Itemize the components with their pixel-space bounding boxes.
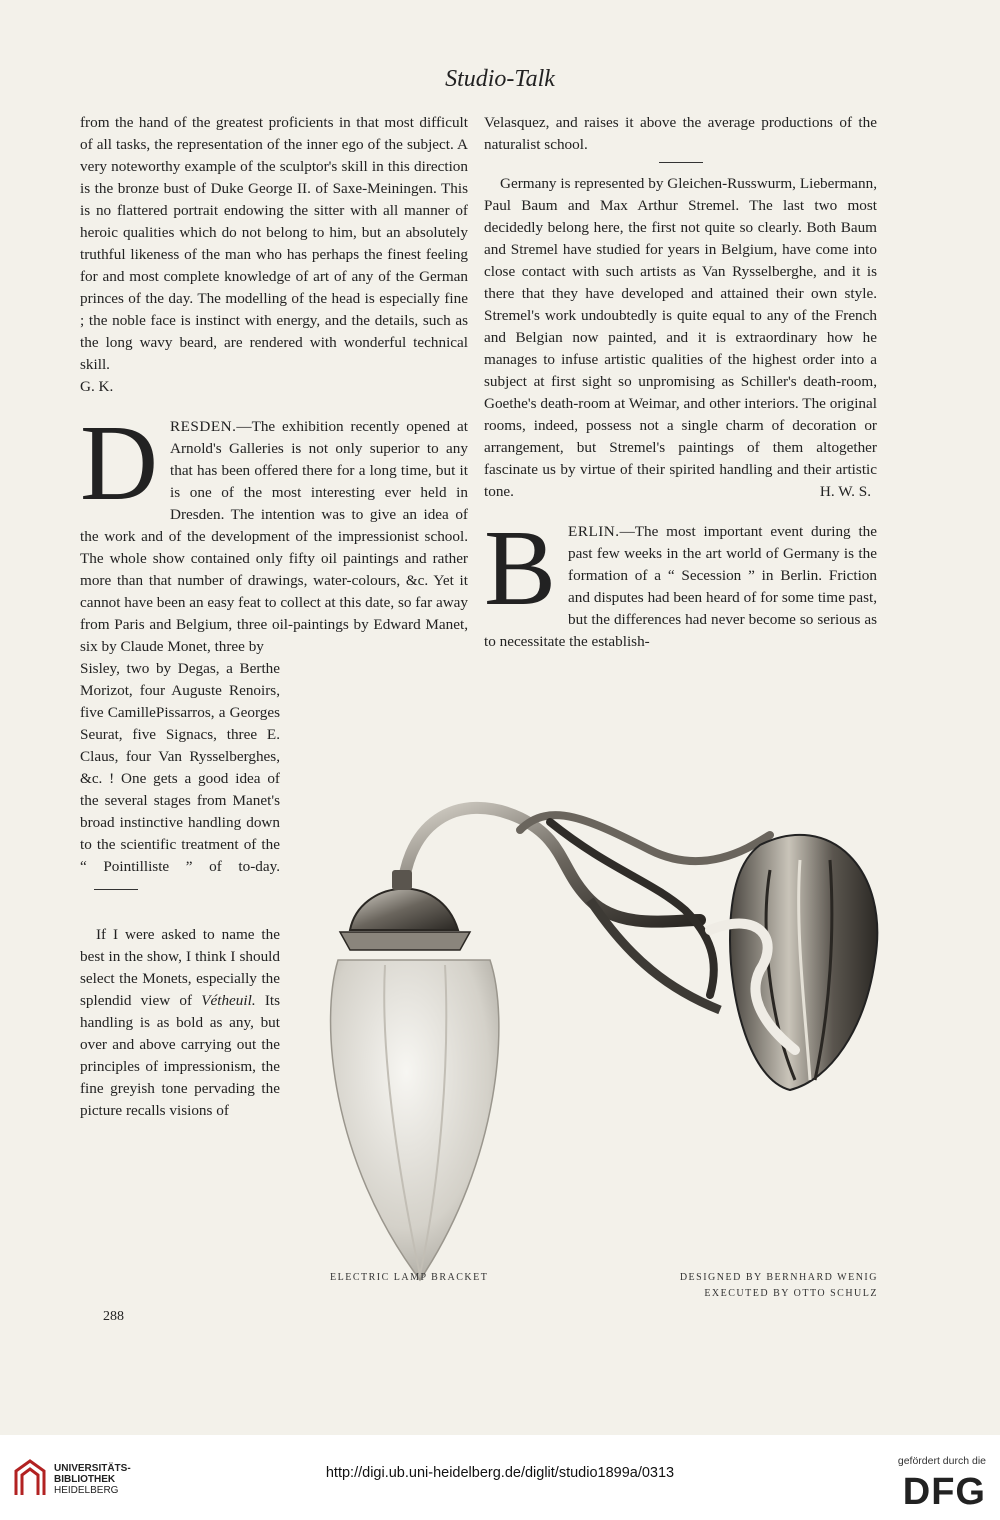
dresden-paragraph	[80, 404, 468, 658]
narrow-text-2a: If I were asked to name the best in the show, I think I should select the Monets, especially the splendid view of	[80, 926, 280, 1009]
berlin-text: —The most important event during the past few weeks in the art world of Germany is the formation of a “ Secession ” in Berlin. Friction and disputes had been heard of for some time past, but the differences had never become so serious as to necessitate the establish-	[484, 523, 877, 650]
left-paragraph-1: from the hand of the greatest proficients in that most difficult of all tasks, the representation of the inner ego of the subject. A very noteworthy example of the sculptor's skill in this direction is the bronze bust of Duke George II. of Saxe-Meiningen. This is no flattered portrait endowing the sitter with all manner of heroic qualities which do not belong to him, but an absolutely truthful likeness of the man who has perhaps the finest feeling for and most complete knowledge of art of any of the German princes of the day. The modelling of the head is especially fine ; the noble face is instinct with energy, and the details, such as the long wavy beard, are rendered with wonderful technical skill.	[80, 114, 468, 373]
section-rule	[94, 889, 138, 890]
maker-credit: EXECUTED BY OTTO SCHULZ	[704, 1288, 878, 1299]
signature-hws: H. W. S.	[819, 483, 871, 500]
source-url[interactable]: http://digi.ub.uni-heidelberg.de/diglit/studio1899a/0313	[325, 1465, 675, 1481]
section-rule	[659, 162, 703, 163]
page-number: 288	[103, 1309, 124, 1324]
germany-paragraph	[484, 173, 877, 503]
signature-gk: G. K.	[80, 378, 114, 395]
right-column	[484, 112, 877, 653]
berlin-paragraph	[484, 509, 877, 653]
library-line-2: BIBLIOTHEK	[54, 1474, 116, 1485]
dresden-heading: RESDEN.	[170, 418, 237, 435]
narrow-text-1: Sisley, two by Degas, a Berthe Morizot, four Auguste Renoirs, five CamillePissarros, a Georges Seurat, five Signacs, three E. Claus, four Van Rysselberghes, &c. ! One gets a good idea of the several stages from Manet's broad instinctive handling down to the scientific treatment of the “ Pointilliste ” of to-day.	[80, 660, 280, 875]
figure-caption-left: ELECTRIC LAMP BRACKET	[330, 1272, 489, 1283]
funding-note: gefördert durch die	[897, 1455, 986, 1467]
designer-credit: DESIGNED BY BERNHARD WENIG	[679, 1272, 878, 1283]
running-title: Studio-Talk	[445, 66, 555, 92]
vetheuil-title: Vétheuil.	[201, 992, 256, 1009]
drop-cap-b: B	[484, 509, 557, 628]
figure-caption-right	[680, 1270, 878, 1302]
left-narrow-paragraph-1	[80, 658, 280, 900]
right-paragraph-1: Velasquez, and raises it above the average productions of the naturalist school.	[484, 114, 877, 153]
narrow-text-2b: Its handling is as bold as any, but over and above carrying out the principles of impressionism, the fine greyish tone pervading the picture recalls visions of	[80, 992, 281, 1119]
dfg-logo: DFG	[902, 1471, 986, 1513]
digitization-footer	[0, 1435, 1000, 1520]
germany-text: Germany is represented by Gleichen-Russwurm, Liebermann, Paul Baum and Max Arthur Stremel. The last two most decidedly belong here, the first not quite so clearly. Both Baum and Stremel have studied for years in Belgium, have come into close contact with such artists as Van Rysselberghe, and it is there that they have developed and attained their own style. Stremel's work undoubtedly is quite equal to any of the French and Belgian now painted, and it is extraordinary how he manages to infuse artistic qualities of the highest order into a subject at first sight so unpromising as Schiller's death-room, Goethe's death-room at Weimar, and other interiors. The original rooms, indeed, possess not a single charm of decoration or arrangement, but Stremel's paintings of them altogether fascinate us by virtue of their spirited handling and their artistic tone.	[484, 175, 877, 500]
dresden-text: —The exhibition recently opened at Arnold's Galleries is not only superior to any that has been offered there for a long time, but it is one of the most interesting ever held in Dresden. The intention was to give an idea of the work and of the development of the impressionist school. The whole show contained only fifty oil paintings and rather more than that number of drawings, water-colours, &c. Yet it cannot have been an easy feat to collect at this date, so far away from Paris and Belgium, three oil-paintings by Edward Manet, six by Claude Monet, three by	[80, 418, 468, 655]
library-line-3: HEIDELBERG	[54, 1485, 119, 1496]
lamp-bracket-illustration	[290, 760, 890, 1520]
drop-cap-d: D	[80, 404, 158, 523]
berlin-heading: ERLIN.	[568, 523, 620, 540]
left-narrow-paragraph-2	[80, 924, 280, 1122]
library-line-1: UNIVERSITÄTS-	[54, 1463, 131, 1474]
